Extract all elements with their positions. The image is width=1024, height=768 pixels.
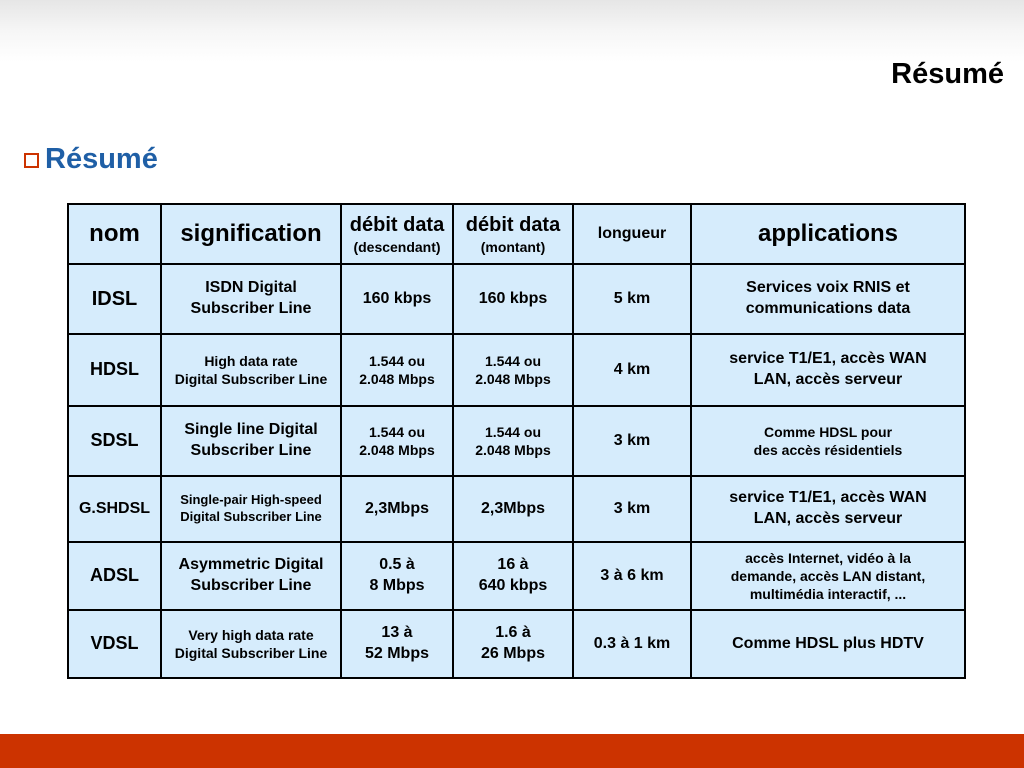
table-row (68, 264, 965, 334)
cell-debit-montant: 2,3Mbps (453, 476, 573, 542)
bullet-item (24, 143, 158, 176)
cell-applications: accès Internet, vidéo à la demande, accès LAN distant, multimédia interactif, ... (691, 542, 965, 610)
cell-nom: VDSL (68, 610, 161, 678)
table-header-row (68, 204, 965, 264)
header-band (0, 0, 1024, 62)
cell-debit-descendant: 2,3Mbps (341, 476, 453, 542)
cell-longueur: 3 à 6 km (573, 542, 691, 610)
cell-longueur: 3 km (573, 406, 691, 476)
cell-longueur: 3 km (573, 476, 691, 542)
cell-signification: Single-pair High-speed Digital Subscriber Line (161, 476, 341, 542)
cell-applications: Services voix RNIS et communications data (691, 264, 965, 334)
cell-debit-montant: 1.6 à 26 Mbps (453, 610, 573, 678)
cell-nom: ADSL (68, 542, 161, 610)
cell-debit-montant: 1.544 ou 2.048 Mbps (453, 406, 573, 476)
header-signification: signification (161, 204, 341, 264)
cell-signification: Asymmetric Digital Subscriber Line (161, 542, 341, 610)
header-applications: applications (691, 204, 965, 264)
footer-band (0, 734, 1024, 768)
cell-applications: Comme HDSL pour des accès résidentiels (691, 406, 965, 476)
cell-debit-montant: 160 kbps (453, 264, 573, 334)
dsl-comparison-table (67, 203, 966, 679)
table-row (68, 406, 965, 476)
header-longueur: longueur (573, 204, 691, 264)
cell-signification: Single line Digital Subscriber Line (161, 406, 341, 476)
cell-longueur: 0.3 à 1 km (573, 610, 691, 678)
cell-longueur: 5 km (573, 264, 691, 334)
cell-longueur: 4 km (573, 334, 691, 406)
header-nom: nom (68, 204, 161, 264)
cell-applications: service T1/E1, accès WAN LAN, accès serveur (691, 334, 965, 406)
cell-debit-descendant: 13 à 52 Mbps (341, 610, 453, 678)
cell-nom: HDSL (68, 334, 161, 406)
cell-signification: ISDN Digital Subscriber Line (161, 264, 341, 334)
cell-debit-descendant: 0.5 à 8 Mbps (341, 542, 453, 610)
header-debit-descendant: débit data (descendant) (341, 204, 453, 264)
cell-debit-montant: 16 à 640 kbps (453, 542, 573, 610)
table-row (68, 334, 965, 406)
cell-nom: SDSL (68, 406, 161, 476)
cell-applications: service T1/E1, accès WAN LAN, accès serveur (691, 476, 965, 542)
square-bullet-icon (24, 153, 39, 168)
slide-title: Résumé (891, 58, 1004, 90)
cell-nom: IDSL (68, 264, 161, 334)
table-row (68, 610, 965, 678)
cell-debit-descendant: 1.544 ou 2.048 Mbps (341, 334, 453, 406)
cell-applications: Comme HDSL plus HDTV (691, 610, 965, 678)
cell-signification: Very high data rate Digital Subscriber Line (161, 610, 341, 678)
cell-signification: High data rate Digital Subscriber Line (161, 334, 341, 406)
cell-debit-descendant: 1.544 ou 2.048 Mbps (341, 406, 453, 476)
bullet-text: Résumé (45, 143, 158, 175)
table-row (68, 542, 965, 610)
header-debit-montant: débit data (montant) (453, 204, 573, 264)
cell-debit-descendant: 160 kbps (341, 264, 453, 334)
cell-nom: G.SHDSL (68, 476, 161, 542)
table-row (68, 476, 965, 542)
cell-debit-montant: 1.544 ou 2.048 Mbps (453, 334, 573, 406)
